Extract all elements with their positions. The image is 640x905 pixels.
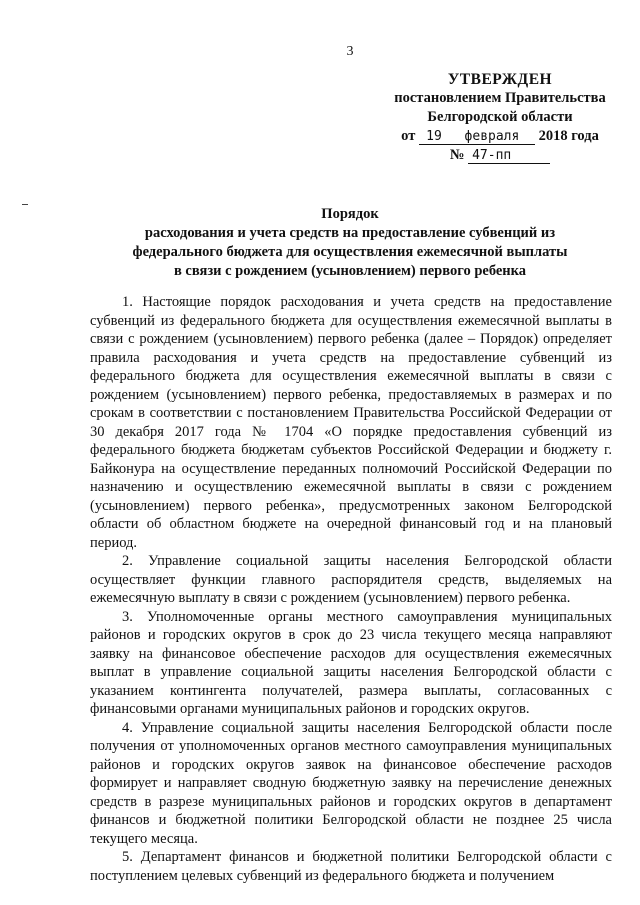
document-title-line-2: расходования и учета средств на предоставление субвенций из <box>144 225 556 241</box>
paragraph-5: 5. Департамент финансов и бюджетной политики Белгородской области с поступлением целевых субвенций из федерального бюджета и получением <box>90 849 612 884</box>
approval-line-2: Белгородской области <box>427 109 573 125</box>
date-month: февраля <box>449 129 535 145</box>
paragraph-1: 1. Настоящие порядок расходования и учета средств на предоставление субвенций из федерального бюджета для осуществления ежемесячной выплаты в связи с рождением (усыновлением) первого ребенка (далее – Порядок) определяет правила расходования и учета средств на предоставление субвенций из федерального бюджета для осуществления ежемесячной выплаты в связи с рождением (усыновлением) первого ребенка, предоставляемых в размерах и по срокам в соответствии с постановлением Правительства Российской Федерации от 30 декабря 2017 года № 1704 «О порядке предоставления субвенций из федерального бюджета бюджетам субъектов Российской Федерации и бюджету г. Байконура на осуществление переданных полномочий Российской Федерации по назначению и осуществлению ежемесячной выплаты в связи с рождением (усыновлением) первого ребенка», предусмотренных законом Белгородской области об областном бюджете на очередной финансовый год и на плановый период. <box>90 294 612 551</box>
document-title-line-4: в связи с рождением (усыновлением) первого ребенка <box>173 263 527 279</box>
number-value: 47-пп <box>468 148 550 164</box>
date-year: 2018 года <box>538 128 599 144</box>
paragraph-3: 3. Уполномоченные органы местного самоуправления муниципальных районов и городских округов в срок до 23 числа текущего месяца направляют заявку на финансовое обеспечение расходов для осуществления ежемесячных выплат в управление социальной защиты населения Белгородской области с указанием контингента получателей, размера выплаты, согласованных с финансовыми органами муниципальных районов и городских округов. <box>90 608 612 717</box>
approval-title: УТВЕРЖДЕН <box>447 71 553 88</box>
document-body <box>90 293 612 885</box>
date-day: 19 <box>419 129 449 145</box>
paragraph-2: 2. Управление социальной защиты населения Белгородской области осуществляет функции главного распорядителя средств, выделяемых на ежемесячную выплату в связи с рождением (усыновлением) первого ребенка. <box>90 553 612 606</box>
document-title <box>90 205 610 281</box>
page-number: 3 <box>346 44 354 59</box>
approval-line-1: постановлением Правительства <box>394 90 606 106</box>
paragraph-4: 4. Управление социальной защиты населения Белгородской области после получения от уполномоченных органов местного самоуправления муниципальных районов и городских округов заявок на финансовое обеспечение расходов формирует и направляет сводную бюджетную заявку на перечисление денежных средств в разрезе муниципальных районов и городских округов в департамент финансов и бюджетной политики Белгородской области не позднее 25 числа текущего месяца. <box>90 719 612 847</box>
number-prefix: № <box>449 147 465 163</box>
date-prefix: от <box>401 128 416 144</box>
approval-number <box>380 146 620 165</box>
margin-dash-mark <box>22 204 28 205</box>
approval-block <box>380 70 620 165</box>
approval-date <box>380 127 620 146</box>
document-title-line-3: федерального бюджета для осуществления ежемесячной выплаты <box>132 244 568 260</box>
document-title-line-1: Порядок <box>321 206 379 222</box>
